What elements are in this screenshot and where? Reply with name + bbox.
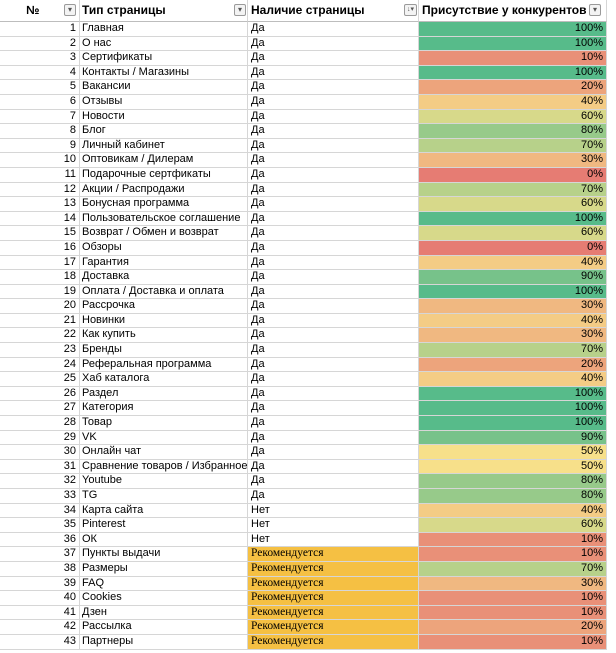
availability-cell[interactable]: Да <box>248 139 419 154</box>
table-row <box>0 504 616 519</box>
competitor-presence-cell[interactable]: 100% <box>419 37 607 52</box>
filter-dropdown-icon[interactable]: ▾ <box>234 4 246 16</box>
page-type-cell[interactable]: Пользовательское соглашение <box>80 212 248 227</box>
table-row <box>0 372 616 387</box>
row-number-cell[interactable]: 26 <box>0 387 80 402</box>
availability-cell[interactable]: Да <box>248 80 419 95</box>
competitor-presence-cell[interactable]: 30% <box>419 153 607 168</box>
table-row <box>0 591 616 606</box>
table-body <box>0 22 616 650</box>
competitor-presence-cell[interactable]: 80% <box>419 124 607 139</box>
page-type-cell[interactable]: Cookies <box>80 591 248 606</box>
page-type-cell[interactable]: Возврат / Обмен и возврат <box>80 226 248 241</box>
page-type-cell[interactable]: TG <box>80 489 248 504</box>
table-row <box>0 489 616 504</box>
page-type-cell[interactable]: Карта сайта <box>80 504 248 519</box>
page-type-cell[interactable]: Отзывы <box>80 95 248 110</box>
availability-cell[interactable]: Да <box>248 153 419 168</box>
competitor-presence-cell[interactable]: 10% <box>419 533 607 548</box>
sort-filter-icon[interactable]: ↓▾ <box>404 4 417 16</box>
filter-dropdown-icon[interactable]: ▾ <box>589 4 601 16</box>
table-row <box>0 139 616 154</box>
page-type-cell[interactable]: Новинки <box>80 314 248 329</box>
row-number-cell[interactable]: 13 <box>0 197 80 212</box>
competitor-presence-cell[interactable]: 70% <box>419 183 607 198</box>
page-type-cell[interactable]: FAQ <box>80 577 248 592</box>
competitor-presence-cell[interactable]: 0% <box>419 241 607 256</box>
row-number-cell[interactable]: 5 <box>0 80 80 95</box>
row-number-cell[interactable]: 35 <box>0 518 80 533</box>
table-row <box>0 606 616 621</box>
page-type-cell[interactable]: Оплата / Доставка и оплата <box>80 285 248 300</box>
table-row <box>0 124 616 139</box>
row-number-cell[interactable]: 7 <box>0 110 80 125</box>
competitor-presence-cell[interactable]: 50% <box>419 445 607 460</box>
page-type-cell[interactable]: Подарочные сертфикаты <box>80 168 248 183</box>
availability-cell[interactable]: Да <box>248 241 419 256</box>
table-row <box>0 474 616 489</box>
page-type-cell[interactable]: Хаб каталога <box>80 372 248 387</box>
availability-cell[interactable]: Да <box>248 474 419 489</box>
availability-cell[interactable]: Да <box>248 285 419 300</box>
table-row <box>0 197 616 212</box>
page-type-cell[interactable]: Новости <box>80 110 248 125</box>
header-presence[interactable] <box>419 0 607 22</box>
row-number-cell[interactable]: 17 <box>0 256 80 271</box>
competitor-presence-cell[interactable]: 10% <box>419 606 607 621</box>
availability-cell[interactable]: Рекомендуется <box>248 547 419 562</box>
row-number-cell[interactable]: 42 <box>0 620 80 635</box>
page-type-cell[interactable]: Оптовикам / Дилерам <box>80 153 248 168</box>
table-row <box>0 212 616 227</box>
availability-cell[interactable]: Да <box>248 401 419 416</box>
row-number-cell[interactable]: 18 <box>0 270 80 285</box>
competitor-presence-cell[interactable]: 100% <box>419 212 607 227</box>
row-number-cell[interactable]: 20 <box>0 299 80 314</box>
availability-cell[interactable]: Да <box>248 372 419 387</box>
competitor-presence-cell[interactable]: 90% <box>419 270 607 285</box>
page-type-cell[interactable]: Блог <box>80 124 248 139</box>
row-number-cell[interactable]: 25 <box>0 372 80 387</box>
availability-cell[interactable]: Да <box>248 343 419 358</box>
competitor-presence-cell[interactable]: 70% <box>419 139 607 154</box>
competitor-presence-cell[interactable]: 30% <box>419 299 607 314</box>
competitor-presence-cell[interactable]: 100% <box>419 401 607 416</box>
competitor-presence-cell[interactable]: 30% <box>419 577 607 592</box>
row-number-cell[interactable]: 39 <box>0 577 80 592</box>
availability-cell[interactable]: Да <box>248 226 419 241</box>
competitor-presence-cell[interactable]: 70% <box>419 562 607 577</box>
availability-cell[interactable]: Нет <box>248 504 419 519</box>
row-number-cell[interactable]: 43 <box>0 635 80 650</box>
header-presence-label: Присутствие у конкурентов <box>422 3 587 17</box>
page-type-cell[interactable]: Главная <box>80 22 248 37</box>
availability-cell[interactable]: Да <box>248 197 419 212</box>
competitor-presence-cell[interactable]: 60% <box>419 226 607 241</box>
table-row <box>0 416 616 431</box>
header-availability-label: Наличие страницы <box>251 3 365 17</box>
availability-cell[interactable]: Да <box>248 37 419 52</box>
page-type-cell[interactable]: VK <box>80 431 248 446</box>
availability-cell[interactable]: Да <box>248 445 419 460</box>
table-row <box>0 51 616 66</box>
row-number-cell[interactable]: 23 <box>0 343 80 358</box>
row-number-cell[interactable]: 32 <box>0 474 80 489</box>
competitor-presence-cell[interactable]: 60% <box>419 518 607 533</box>
availability-cell[interactable]: Да <box>248 51 419 66</box>
row-number-cell[interactable]: 4 <box>0 66 80 81</box>
page-type-cell[interactable]: Пункты выдачи <box>80 547 248 562</box>
availability-cell[interactable]: Да <box>248 270 419 285</box>
availability-cell[interactable]: Да <box>248 431 419 446</box>
table-row <box>0 168 616 183</box>
competitor-presence-cell[interactable]: 40% <box>419 314 607 329</box>
competitor-presence-cell[interactable]: 80% <box>419 489 607 504</box>
competitor-presence-cell[interactable]: 10% <box>419 591 607 606</box>
row-number-cell[interactable]: 24 <box>0 358 80 373</box>
page-type-cell[interactable]: Рассрочка <box>80 299 248 314</box>
competitor-presence-cell[interactable]: 80% <box>419 474 607 489</box>
competitor-presence-cell[interactable]: 0% <box>419 168 607 183</box>
table-row <box>0 314 616 329</box>
availability-cell[interactable]: Да <box>248 460 419 475</box>
page-type-cell[interactable]: Реферальная программа <box>80 358 248 373</box>
availability-cell[interactable]: Да <box>248 299 419 314</box>
row-number-cell[interactable]: 6 <box>0 95 80 110</box>
availability-cell[interactable]: Да <box>248 358 419 373</box>
availability-cell[interactable]: Да <box>248 489 419 504</box>
competitor-presence-cell[interactable]: 10% <box>419 547 607 562</box>
table-row <box>0 183 616 198</box>
row-number-cell[interactable]: 14 <box>0 212 80 227</box>
availability-cell[interactable]: Рекомендуется <box>248 606 419 621</box>
page-type-cell[interactable]: Бренды <box>80 343 248 358</box>
table-row <box>0 620 616 635</box>
page-type-cell[interactable]: Вакансии <box>80 80 248 95</box>
availability-cell[interactable]: Да <box>248 314 419 329</box>
row-number-cell[interactable]: 21 <box>0 314 80 329</box>
table-row <box>0 401 616 416</box>
header-type-label: Тип страницы <box>82 3 166 17</box>
table-row <box>0 241 616 256</box>
availability-cell[interactable]: Нет <box>248 518 419 533</box>
page-type-cell[interactable]: Сравнение товаров / Избранное <box>80 460 248 475</box>
row-number-cell[interactable]: 34 <box>0 504 80 519</box>
row-number-cell[interactable]: 11 <box>0 168 80 183</box>
row-number-cell[interactable]: 37 <box>0 547 80 562</box>
availability-cell[interactable]: Да <box>248 212 419 227</box>
page-type-cell[interactable]: Партнеры <box>80 635 248 650</box>
competitor-presence-cell[interactable]: 100% <box>419 416 607 431</box>
table-row <box>0 226 616 241</box>
competitor-presence-cell[interactable]: 50% <box>419 460 607 475</box>
row-number-cell[interactable]: 16 <box>0 241 80 256</box>
competitor-presence-cell[interactable]: 40% <box>419 504 607 519</box>
table-row <box>0 343 616 358</box>
table-row <box>0 270 616 285</box>
availability-cell[interactable]: Да <box>248 66 419 81</box>
table-row <box>0 256 616 271</box>
table-row <box>0 547 616 562</box>
row-number-cell[interactable]: 8 <box>0 124 80 139</box>
row-number-cell[interactable]: 15 <box>0 226 80 241</box>
availability-cell[interactable]: Да <box>248 95 419 110</box>
table-row <box>0 460 616 475</box>
row-number-cell[interactable]: 38 <box>0 562 80 577</box>
table-row <box>0 95 616 110</box>
availability-cell[interactable]: Да <box>248 22 419 37</box>
page-type-cell[interactable]: Товар <box>80 416 248 431</box>
table-row <box>0 387 616 402</box>
page-type-cell[interactable]: Как купить <box>80 328 248 343</box>
availability-cell[interactable]: Да <box>248 416 419 431</box>
competitor-presence-cell[interactable]: 70% <box>419 343 607 358</box>
table-row <box>0 80 616 95</box>
availability-cell[interactable]: Да <box>248 124 419 139</box>
row-number-cell[interactable]: 36 <box>0 533 80 548</box>
availability-cell[interactable]: Рекомендуется <box>248 562 419 577</box>
table-row <box>0 358 616 373</box>
page-type-cell[interactable]: Рассылка <box>80 620 248 635</box>
row-number-cell[interactable]: 31 <box>0 460 80 475</box>
page-type-cell[interactable]: Pinterest <box>80 518 248 533</box>
availability-cell[interactable]: Да <box>248 328 419 343</box>
table-row <box>0 577 616 592</box>
page-type-cell[interactable]: Раздел <box>80 387 248 402</box>
competitor-presence-cell[interactable]: 100% <box>419 285 607 300</box>
competitor-presence-cell[interactable]: 30% <box>419 328 607 343</box>
table-row <box>0 445 616 460</box>
page-type-cell[interactable]: Гарантия <box>80 256 248 271</box>
header-type[interactable] <box>80 0 248 22</box>
availability-cell[interactable]: Да <box>248 256 419 271</box>
table-row <box>0 562 616 577</box>
page-type-cell[interactable]: О нас <box>80 37 248 52</box>
page-type-cell[interactable]: Акции / Распродажи <box>80 183 248 198</box>
table-row <box>0 22 616 37</box>
competitor-presence-cell[interactable]: 40% <box>419 256 607 271</box>
table-row <box>0 110 616 125</box>
row-number-cell[interactable]: 2 <box>0 37 80 52</box>
competitor-presence-cell[interactable]: 20% <box>419 358 607 373</box>
table-row <box>0 518 616 533</box>
row-number-cell[interactable]: 41 <box>0 606 80 621</box>
page-type-cell[interactable]: Категория <box>80 401 248 416</box>
header-num[interactable] <box>0 0 80 22</box>
row-number-cell[interactable]: 27 <box>0 401 80 416</box>
page-type-cell[interactable]: ОК <box>80 533 248 548</box>
table-row <box>0 533 616 548</box>
competitor-presence-cell[interactable]: 10% <box>419 635 607 650</box>
row-number-cell[interactable]: 12 <box>0 183 80 198</box>
competitor-presence-cell[interactable]: 100% <box>419 387 607 402</box>
row-number-cell[interactable]: 33 <box>0 489 80 504</box>
availability-cell[interactable]: Да <box>248 110 419 125</box>
availability-cell[interactable]: Да <box>248 168 419 183</box>
row-number-cell[interactable]: 9 <box>0 139 80 154</box>
page-type-cell[interactable]: Сертификаты <box>80 51 248 66</box>
competitor-presence-cell[interactable]: 90% <box>419 431 607 446</box>
table-row <box>0 66 616 81</box>
availability-cell[interactable]: Нет <box>248 533 419 548</box>
availability-cell[interactable]: Рекомендуется <box>248 591 419 606</box>
page-type-cell[interactable]: Дзен <box>80 606 248 621</box>
page-type-cell[interactable]: Обзоры <box>80 241 248 256</box>
filter-dropdown-icon[interactable]: ▾ <box>64 4 76 16</box>
table-row <box>0 285 616 300</box>
competitor-presence-cell[interactable]: 40% <box>419 372 607 387</box>
table-row <box>0 299 616 314</box>
row-number-cell[interactable]: 10 <box>0 153 80 168</box>
competitor-presence-cell[interactable]: 10% <box>419 51 607 66</box>
competitor-presence-cell[interactable]: 20% <box>419 80 607 95</box>
row-number-cell[interactable]: 40 <box>0 591 80 606</box>
header-row <box>0 0 616 22</box>
competitor-presence-cell[interactable]: 60% <box>419 197 607 212</box>
competitor-presence-cell[interactable]: 40% <box>419 95 607 110</box>
page-type-cell[interactable]: Доставка <box>80 270 248 285</box>
row-number-cell[interactable]: 30 <box>0 445 80 460</box>
header-availability[interactable] <box>248 0 419 22</box>
page-type-cell[interactable]: Бонусная программа <box>80 197 248 212</box>
row-number-cell[interactable]: 3 <box>0 51 80 66</box>
page-type-cell[interactable]: Youtube <box>80 474 248 489</box>
table-row <box>0 328 616 343</box>
competitor-presence-cell[interactable]: 60% <box>419 110 607 125</box>
table-row <box>0 431 616 446</box>
page-type-cell[interactable]: Онлайн чат <box>80 445 248 460</box>
availability-cell[interactable]: Рекомендуется <box>248 577 419 592</box>
table-row <box>0 37 616 52</box>
row-number-cell[interactable]: 28 <box>0 416 80 431</box>
table-row <box>0 153 616 168</box>
availability-cell[interactable]: Рекомендуется <box>248 635 419 650</box>
page-type-cell[interactable]: Личный кабинет <box>80 139 248 154</box>
row-number-cell[interactable]: 29 <box>0 431 80 446</box>
availability-cell[interactable]: Да <box>248 183 419 198</box>
row-number-cell[interactable]: 1 <box>0 22 80 37</box>
competitor-presence-cell[interactable]: 20% <box>419 620 607 635</box>
header-num-label: № <box>26 3 40 17</box>
page-type-cell[interactable]: Размеры <box>80 562 248 577</box>
competitor-presence-cell[interactable]: 100% <box>419 22 607 37</box>
row-number-cell[interactable]: 19 <box>0 285 80 300</box>
table-row <box>0 635 616 650</box>
availability-cell[interactable]: Да <box>248 387 419 402</box>
page-type-cell[interactable]: Контакты / Магазины <box>80 66 248 81</box>
competitor-presence-cell[interactable]: 100% <box>419 66 607 81</box>
row-number-cell[interactable]: 22 <box>0 328 80 343</box>
availability-cell[interactable]: Рекомендуется <box>248 620 419 635</box>
